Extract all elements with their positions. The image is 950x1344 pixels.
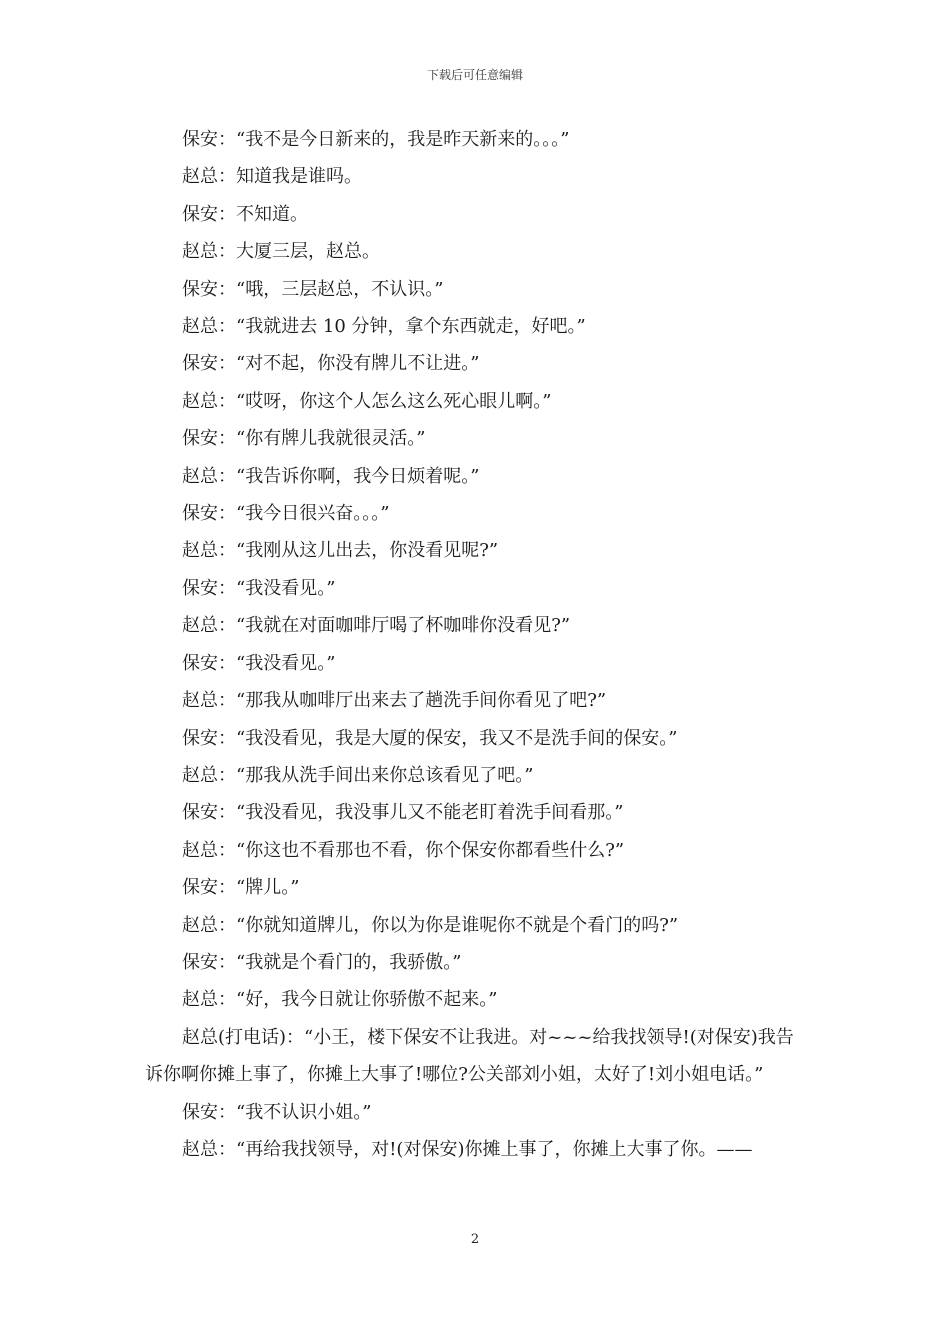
dialogue-line: 赵总：“我就进去 10 分钟，拿个东西就走，好吧。” bbox=[182, 316, 586, 338]
dialogue-line: 保安：“你有牌儿我就很灵活。” bbox=[182, 428, 426, 450]
dialogue-line: 赵总：“我刚从这儿出去，你没看见呢?” bbox=[182, 540, 499, 562]
dialogue-line: 保安：“我没看见。” bbox=[182, 652, 336, 674]
dialogue-line: 保安：“我不认识小姐。” bbox=[182, 1101, 372, 1123]
dialogue-line: 赵总：“我就在对面咖啡厅喝了杯咖啡你没看见?” bbox=[182, 615, 571, 637]
dialogue-line: 保安：“我没看见。” bbox=[182, 577, 336, 599]
dialogue-line: 保安：不知道。 bbox=[182, 203, 308, 225]
dialogue-line: 赵总：“再给我找领导，对!(对保安)你摊上事了，你摊上大事了你。—— bbox=[182, 1138, 753, 1160]
dialogue-line: 赵总(打电话)：“小王，楼下保安不让我进。对~~~给我找领导!(对保安)我告诉你啊你摊上事了，你摊上大事了!哪位?公关部刘小姐，太好了!刘小姐电话。” bbox=[145, 1026, 794, 1086]
dialogue-line: 赵总：“那我从咖啡厅出来去了趟洗手间你看见了吧?” bbox=[182, 690, 607, 712]
dialogue-line: 保安：“我今日很兴奋。。。” bbox=[182, 503, 390, 525]
dialogue-line: 保安：“我没看见，我是大厦的保安，我又不是洗手间的保安。” bbox=[182, 727, 678, 749]
dialogue-line: 保安：“我没看见，我没事儿又不能老盯着洗手间看那。” bbox=[182, 802, 624, 824]
dialogue-line: 赵总：“哎呀，你这个人怎么这么死心眼儿啊。” bbox=[182, 390, 552, 412]
dialogue-line: 保安：“牌儿。” bbox=[182, 877, 300, 899]
dialogue-line: 赵总：大厦三层，赵总。 bbox=[182, 241, 380, 263]
dialogue-line: 赵总：“你这也不看那也不看，你个保安你都看些什么?” bbox=[182, 839, 625, 861]
dialogue-line: 保安：“我不是今日新来的，我是昨天新来的。。。” bbox=[182, 129, 570, 150]
dialogue-line: 赵总：“我告诉你啊，我今日烦着呢。” bbox=[182, 465, 480, 487]
dialogue-line: 赵总：“好，我今日就让你骄傲不起来。” bbox=[182, 989, 498, 1011]
dialogue-line: 赵总：知道我是谁吗。 bbox=[182, 166, 362, 188]
dialogue-line: 保安：“我就是个看门的，我骄傲。” bbox=[182, 951, 462, 973]
document-body bbox=[145, 121, 810, 1168]
dialogue-line: 保安：“对不起，你没有牌儿不让进。” bbox=[182, 353, 480, 375]
page-number: 2 bbox=[470, 1232, 480, 1247]
dialogue-line: 赵总：“你就知道牌儿，你以为你是谁呢你不就是个看门的吗?” bbox=[182, 914, 679, 936]
dialogue-line: 赵总：“那我从洗手间出来你总该看见了吧。” bbox=[182, 764, 534, 786]
dialogue-line: 保安：“哦，三层赵总，不认识。” bbox=[182, 278, 444, 300]
page-header: 下载后可任意编辑 bbox=[426, 68, 523, 82]
